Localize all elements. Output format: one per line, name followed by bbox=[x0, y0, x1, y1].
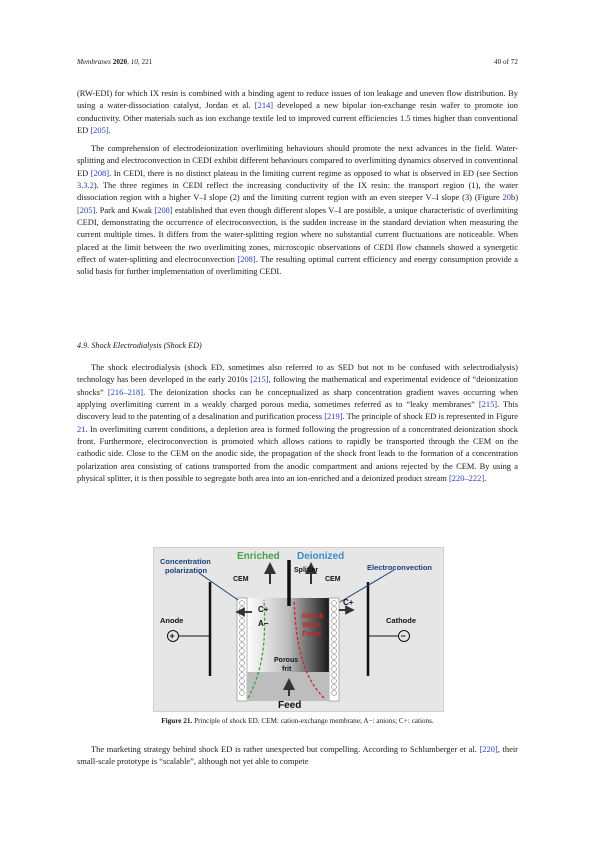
citation-link[interactable]: [208] bbox=[90, 167, 110, 178]
figure-caption bbox=[77, 717, 518, 725]
paragraph-3 bbox=[77, 361, 518, 484]
cation-left-label: C+ bbox=[258, 605, 269, 614]
caption-text: Principle of shock ED. CEM: cation-exchange membrane; A−: anions; C+: cations. bbox=[192, 717, 434, 725]
text-run: , their small-scale prototype is “scalable”, although not yet able to compete bbox=[77, 744, 518, 767]
porous-frit-label-line1: Porous bbox=[274, 657, 299, 664]
cathode-label: Cathode bbox=[386, 616, 416, 625]
citation-link[interactable]: [219] bbox=[324, 411, 343, 422]
citation-link[interactable]: [216–218] bbox=[107, 386, 144, 397]
anode-sign: + bbox=[169, 631, 175, 641]
electroconvection-label: Electroconvection bbox=[367, 563, 433, 572]
citation-link[interactable]: [220–222] bbox=[448, 473, 485, 484]
citation-link[interactable]: [205] bbox=[90, 125, 109, 136]
text-run: , following the mathematical and experimental evidence of “deionization shocks” bbox=[77, 374, 518, 397]
paragraph-2 bbox=[77, 142, 518, 278]
journal-name: Membranes bbox=[77, 58, 111, 66]
article-number: 221 bbox=[141, 58, 153, 66]
section-heading: 4.9. Shock Electrodialysis (Shock ED) bbox=[77, 341, 202, 350]
text-run: (RW-EDI) for which IX resin is combined with a binding agent to reduce issues of ion leakage and uneven flow distribution. By using a water-dissociation catalyst, Jordan et al. bbox=[77, 88, 518, 111]
anode-label: Anode bbox=[160, 616, 184, 625]
page-number: 40 of 72 bbox=[494, 58, 518, 66]
text-run: . In overlimiting current conditions, a depletion area is formed following the progression of a concentrated deionization shock front. Furthermore, electroconvection is promoted which allows cations to rapidly be transported through the CEM on the cathodic side. Close to the CEM on the anodic side, the propagation of the shock front leads to the formation of a concentration polarization area consisting of cations transported from the anodic compartment and anions rejected by the CEM. By using a physical splitter, it is then possible to segregate both area into an ion-enriched and a deionized product stream bbox=[77, 423, 518, 484]
feed-label: Feed bbox=[278, 700, 302, 711]
cem-right-label: CEM bbox=[325, 576, 341, 583]
concentration-label-line2: polarization bbox=[165, 566, 208, 575]
paragraph-4 bbox=[77, 743, 518, 768]
text-run: . This discovery lead to the patenting of a desalination and purification process bbox=[77, 399, 518, 422]
text-run: b) bbox=[510, 192, 518, 203]
cem-membrane-left bbox=[237, 598, 247, 701]
text-run: The shock electrodialysis (shock ED, sometimes also referred to as SED but not to be confused with selectrodialysis) technology has been developed in the early 2010s bbox=[77, 362, 518, 385]
text-run: . In CEDI, there is no distinct plateau in the limiting current regime as opposed to what is observed in ED (see Section bbox=[109, 167, 518, 178]
splitter-label: Splitter bbox=[294, 567, 319, 574]
shock-label-line3: Front bbox=[302, 629, 322, 638]
journal-volume: 10 bbox=[130, 58, 138, 66]
cation-right-label: C+ bbox=[343, 598, 354, 607]
figure-link[interactable]: 21 bbox=[77, 423, 86, 434]
citation-link[interactable]: [215] bbox=[478, 399, 498, 410]
citation-link[interactable]: [220] bbox=[479, 744, 498, 754]
running-header: Membranes 2020, 10, 221 bbox=[77, 58, 153, 66]
caption-label: Figure 21. bbox=[161, 717, 193, 725]
citation-link[interactable]: [214] bbox=[254, 100, 274, 111]
citation-link[interactable]: [215] bbox=[250, 374, 269, 385]
cem-left-label: CEM bbox=[233, 576, 249, 583]
cem-membrane-right bbox=[329, 598, 339, 701]
cathode-sign: − bbox=[400, 631, 406, 641]
text-run: . The resulting optimal current efficiency and energy consumption provide a solid basis for further implementation of overlimiting CEDI. bbox=[77, 254, 518, 277]
journal-year: 2020 bbox=[112, 58, 128, 66]
paragraph-1 bbox=[77, 87, 518, 136]
text-run: The comprehension of electrodeionization overlimiting behaviours should promote the next advances in the field. Water-splitting and electroconvection in CEDI exhibit different behaviours compared to overlimiting dynamics observed in conventional ED bbox=[77, 143, 518, 178]
text-run: established that even though different slopes V–I are possible, a unique characteristic of overlimiting CEDI, demonstrating the occurrence of electroconvection, is the sudden increase in the standard deviation when measuring the current multiple times. It differs from the water-splitting region where no substantial current fluctuations are noticeable. When placed at the limit between the two overlimiting zones, microscopic observations of CEDI flow channels showed a synergetic effect of water-splitting and electroconvection bbox=[77, 204, 518, 265]
shock-label-line1: Shock bbox=[301, 611, 324, 620]
text-run: . bbox=[484, 473, 487, 484]
text-run: developed a new bipolar ion-exchange resin wafer to promote ion conductivity. Other materials such as ion exchange textile led to improved current efficiencies 1.5 times higher than conventional ED bbox=[77, 100, 518, 136]
citation-link[interactable]: [208] bbox=[237, 254, 256, 265]
figure-link[interactable]: 20 bbox=[502, 192, 511, 203]
deionized-label: Deionized bbox=[297, 551, 345, 562]
concentration-label-line1: Concentration bbox=[160, 557, 211, 566]
text-run: . bbox=[108, 125, 111, 136]
text-run: . The deionization shocks can be conceptualized as sharp concentration gradient waves occurring when applying overlimiting current in a weakly charged porous media, sometimes referred as to “leaky membranes” bbox=[77, 386, 518, 410]
porous-frit-label-line2: frit bbox=[282, 666, 292, 673]
section-link[interactable]: 3.3.2 bbox=[77, 180, 94, 191]
shock-ed-schematic bbox=[154, 548, 443, 711]
text-run: . The principle of shock ED is represented in Figure bbox=[342, 411, 518, 422]
anion-label: A− bbox=[258, 619, 269, 628]
shock-label-line2: Wave bbox=[302, 620, 322, 629]
figure-21-diagram bbox=[153, 547, 444, 712]
citation-link[interactable]: [208] bbox=[154, 204, 173, 215]
enriched-label: Enriched bbox=[237, 551, 280, 562]
text-run: The marketing strategy behind shock ED is rather unexpected but compelling. According to Schlumberger et al. bbox=[91, 744, 480, 754]
text-run: ). The three regimes in CEDI reflect the increasing conductivity of the IX resin: the transport region (1), the water dissociation region with a higher V–I slope (2) and the limiting current region with an even steeper V–I slope (3) (Figure bbox=[77, 180, 518, 203]
text-run: . Park and Kwak bbox=[95, 204, 155, 215]
citation-link[interactable]: [205] bbox=[77, 204, 96, 215]
